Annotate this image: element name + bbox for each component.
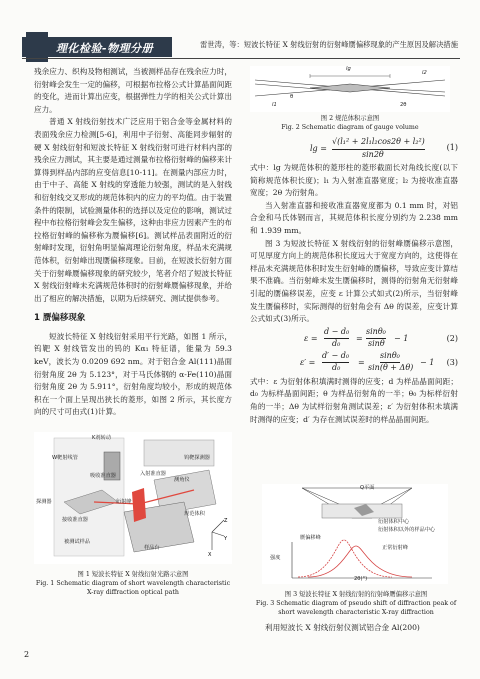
figure-3 [262,484,448,584]
section-title: 1 赝偏移现象 [34,313,86,324]
paragraph: 当入射准直器和接收准直器宽度都为 0.1 mm 时，对铝合金和马氏体钢而言，其规范体积长度分别约为 2.238 mm 和 1.939 mm。 [250,200,458,235]
fig2-label: l2 [422,70,427,76]
running-title: 雷世涛，等：短波长特征 X 射线衍射的衍射峰赝偏移现象的产生原因及解决措施 [200,40,458,49]
eq2-tail: − 1 [394,333,409,343]
fig3-label: 赝偏移峰 [300,535,321,541]
equation-1 [250,134,458,162]
figure-2-caption [250,114,450,132]
fig1-label: 接收准直器 [62,517,88,523]
fig3-label: 正常衍射峰 [382,545,408,551]
caption-en: X-ray diffraction optical path [87,589,179,596]
header-divider [22,58,460,59]
figure-1 [34,432,232,564]
fig3-y-label: 强度 [270,555,281,561]
paragraph: 图 3 为短波长特征 X 射线衍射的衍射峰赝偏移示意图，可见厚度方向上的规范体积长度远大于宽度方向的，这使得在样品未充满规范体积时发生衍射峰的赝偏移，导致应变计算结果不准确。当衍射峰未发生赝偏移时，测得的衍射角无衍射峰引起的赝偏移误差，应变 ε 计算公式如式(2)所示，当衍射峰发生赝偏移时，实际测得的衍射角会有 Δθ 的误差，应变计算公式如式(3)所示。 [250,238,458,324]
eq3-number: (3) [446,357,458,367]
left-column [34,66,232,419]
fig1-label: 探测器 [36,499,52,505]
pseudo-shift-diagram [262,484,448,584]
caption-cn: 图 1 短波长特征 X 射线衍射光路示意图 [77,571,189,578]
eq3-lhs: ε′ = [300,357,316,367]
eq2-rhs-den: sinθ [368,338,385,348]
eq3-mid-num: d′ − d₀ [322,350,349,364]
eq1-number: (1) [446,143,458,152]
equation-2: ε = d − d₀ d₀ = sinθ₀ sinθ − 1 (2) [250,326,458,350]
paragraph: 式中：lg 为规范体积的菱形柱的菱形截面长对角线长度(以下简称规范体积长度)；l₁ 为入射准直器宽度；l₂ 为接收准直器宽度；2θ 为衍射角。 [250,163,458,198]
eq2-mid-num: d − d₀ [324,326,349,340]
page-number: 2 [24,650,30,659]
caption-en: Fig. 2 Schematic diagram of gauge volume [281,124,419,131]
right-column-bottom [250,622,458,635]
fig1-label: 规范体积 [184,511,205,517]
fig1-label: 衍射峰 [116,499,132,505]
fig1-label: 样品台 [144,545,160,551]
right-column [250,134,458,426]
fig1-label: 被测试样品 [64,539,90,545]
figure-1-caption [28,570,238,597]
caption-en: Fig. 3 Schematic diagram of pseudo shift of diffraction peak of [255,600,457,607]
fig2-label: lg [346,66,351,72]
fig1-label: W靶射线管 [52,455,78,461]
eq2-lhs: ε = [304,333,318,343]
eq3-rhs-num: sinθ₀ [380,350,400,364]
paragraph: 普通 X 射线衍射技术广泛应用于铝合金等金属材料的表面残余应力检测[5-6]，利用中子衍射、高能同步辐射的硬 X 射线衍射和短波长特征 X 射线衍射可进行材料内部的残余应力测试，其主要是通过测量布拉格衍射峰的偏移来计算得到样品内部的应变信息[10-11]。在测量内部应力时，由于中子、高能 X 射线的穿透能力较强，测试的是入射线和衍射线交叉形成的规范体积内的应力的平均值。由于装置条件的限制，试验测量体积的选择以及定位的影响，测试过程中布拉格衍射峰会发生偏移，这种由非应力因素产生的布拉格衍射峰的偏移称为赝偏移[6]。测试样品表面附近的衍射峰时发现，衍射角明显偏离理论衍射角度，样品未充满规范体积，衍射峰出现赝偏移现象。目前，在短波长衍射方面关于衍射峰赝偏移现象的研究较少，笔者介绍了短波长特征 X 射线衍射峰未充满规范体积时的衍射峰赝偏移现象，并给出了相应的解决措施，以期为后续研究、测试提供参考。 [34,117,232,303]
paragraph: 残余应力、织构及物相测试，当被测样品存在残余应力时，衍射峰会发生一定的偏移，可根据布拉格公式计算晶面间距的变化，进而计算出应变，根据弹性力学的相关公式计算出应力。 [34,67,232,114]
fig2-label: 2θ [400,102,407,108]
eq2-rhs-num: sinθ₀ [366,326,386,340]
fig1-label: K剂转动 [92,435,111,441]
journal-logo [22,37,172,57]
eq2-mid-den: d₀ [332,338,341,348]
equation-3: ε′ = d′ − d₀ d₀ = sinθ₀ sin(θ + Δθ) − 1 (3) [250,350,458,376]
fig3-label: Q平面 [360,485,375,491]
fig1-label: 测角仪 [174,477,190,483]
fig3-x-label: 2θ(°) [354,576,368,582]
eq2-number: (2) [446,333,458,343]
fig2-label: θ [290,94,294,100]
figure-2 [250,66,450,112]
fig1-label: 入射准直器 [140,471,166,477]
eq3-tail: − 1 [420,357,435,367]
caption-en: Fig. 1 Schematic diagram of short wavelength characteristic [35,580,231,587]
paragraph: 短波长特征 X 射线衍射采用平行光路，如图 1 所示，钨靶 X 射线管发出的钨的 Kα₁ 特征谱，能量为 59.3 keV，波长为 0.0209 692 nm。对于铝合金 Al(111)晶面衍射角度 2θ 为 5.123°，对于马氏体钢的 α-Fe(110)晶面衍射角度 2θ 为 5.911°，衍射角度均较小，形成的规范体积在一个面上呈现出狭长的菱形，如图 2 所示，其长度方向的尺寸可由式(1)计算。 [34,331,232,417]
paragraph: 式中：ε 为衍射体积填满时测得的应变；d 为样品晶面间距；d₀ 为标样晶面间距；θ 为样品衍射角的一半；θ₀ 为标样衍射角的一半；Δθ 为试样衍射角测试误差；ε′ 为衍射体积未填满时测得的应变；d′ 为存在测试误差时的样品晶面间距。 [250,376,458,424]
paragraph: 利用短波长 X 射线衍射仪测试铝合金 Al(200) [265,623,420,632]
fig1-label: 吸收准直器 [90,473,116,479]
figure-3-caption [250,590,462,617]
eq3-rhs-den: sin(θ + Δθ) [368,362,414,372]
eq3-mid-den: d₀ [332,362,341,372]
eq1-denominator: sin2θ [362,150,384,159]
fig2-label: l1 [272,102,277,108]
journal-logo-text: 理化检验-物理分册 [56,42,154,55]
svg-text:X: X [208,552,212,558]
caption-cn: 图 2 规范体积示意图 [320,115,380,122]
caption-en: short wavelength characteristic X-ray diffraction [278,609,434,616]
caption-cn: 图 3 短波长特征 X 射线衍射的衍射峰赝偏移示意图 [284,591,428,598]
eq1-numerator: √(l₁² + 2l₁l₂cos2θ + l₂²) [332,136,425,150]
fig1-label: 钨靶探测器 [184,455,210,461]
fig3-label: 衍射体积以外的样品中心 [378,527,436,533]
svg-text:Z: Z [224,518,228,524]
fig3-label: 衍射体积中心 [378,519,410,525]
gauge-volume-diagram [250,66,450,112]
svg-text:Y: Y [224,536,228,542]
eq1-lhs: lg = [310,144,327,153]
